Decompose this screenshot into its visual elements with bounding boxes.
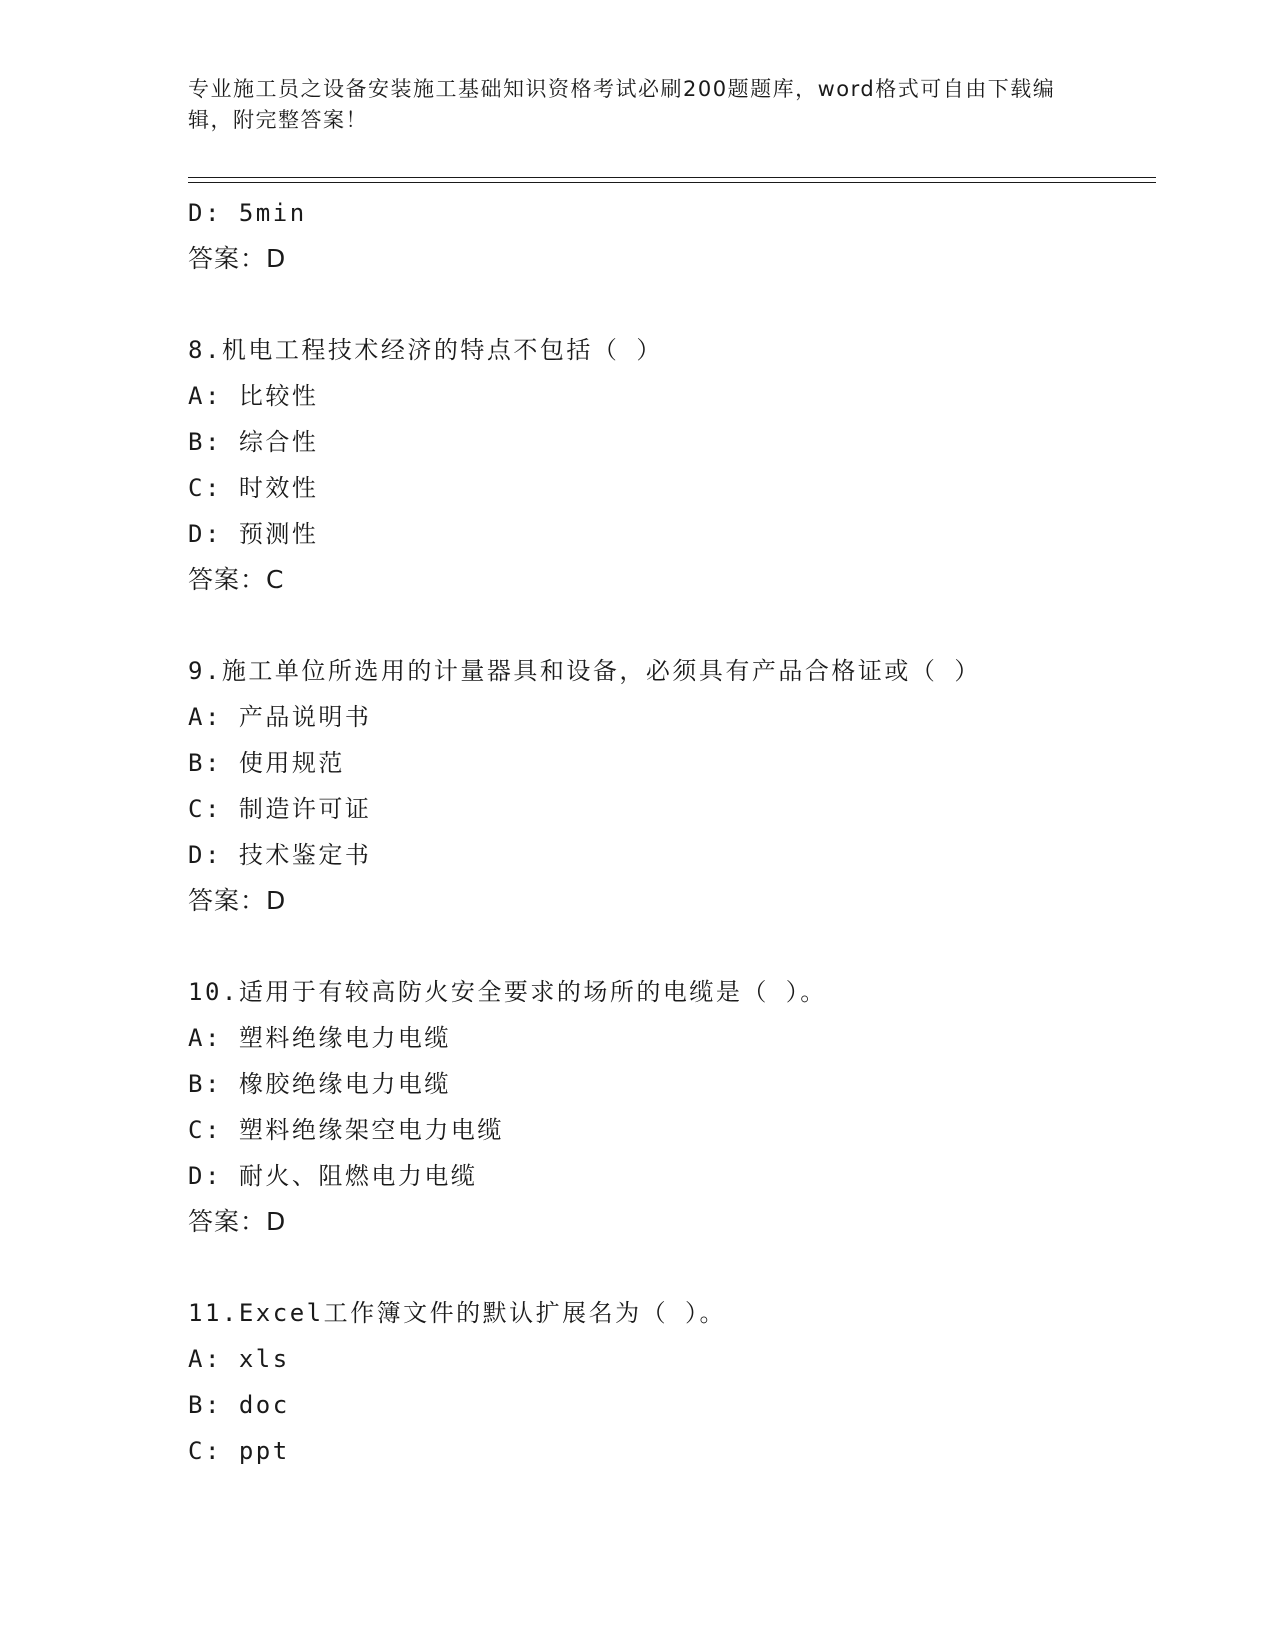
option-c: C: 塑料绝缘架空电力电缆 [188,1116,504,1144]
answer-line: 答案：D [188,1207,287,1236]
answer-line: 答案：D [188,244,287,273]
option-a: A: 塑料绝缘电力电缆 [188,1024,451,1052]
question-11 [188,1290,1148,1474]
question-stem: 9.施工单位所选用的计量器具和设备，必须具有产品合格证或（ ） [188,657,981,685]
question-spacer [188,1245,1148,1290]
option-a: A: 比较性 [188,382,319,410]
option-d: D: 5min [188,199,307,227]
question-9 [188,648,1148,924]
option-b: B: 综合性 [188,428,319,456]
question-8 [188,327,1148,603]
option-c: C: ppt [188,1437,290,1465]
answer-line: 答案：C [188,565,285,594]
option-d: D: 预测性 [188,520,319,548]
option-d: D: 技术鉴定书 [188,841,372,869]
answer-line: 答案：D [188,886,287,915]
question-spacer [188,603,1148,648]
option-c: C: 时效性 [188,474,319,502]
question-spacer [188,924,1148,969]
option-b: B: doc [188,1391,290,1419]
question-spacer [188,282,1148,327]
question-fragment [188,190,1148,282]
header-divider-top [188,177,1156,178]
option-c: C: 制造许可证 [188,795,372,823]
question-stem: 10.适用于有较高防火安全要求的场所的电缆是（ ）。 [188,978,827,1006]
question-list [188,190,1148,1474]
question-10 [188,969,1148,1245]
question-stem: 11.Excel工作簿文件的默认扩展名为（ ）。 [188,1299,727,1327]
header-divider-bottom [188,182,1156,183]
question-stem: 8.机电工程技术经济的特点不包括（ ） [188,336,663,364]
option-a: A: 产品说明书 [188,703,372,731]
option-d: D: 耐火、阻燃电力电缆 [188,1162,478,1190]
document-header-title: 专业施工员之设备安装施工基础知识资格考试必刷200题题库，word格式可自由下载编辑，附完整答案！ [188,77,1056,132]
option-b: B: 橡胶绝缘电力电缆 [188,1070,451,1098]
option-a: A: xls [188,1345,290,1373]
option-b: B: 使用规范 [188,749,345,777]
